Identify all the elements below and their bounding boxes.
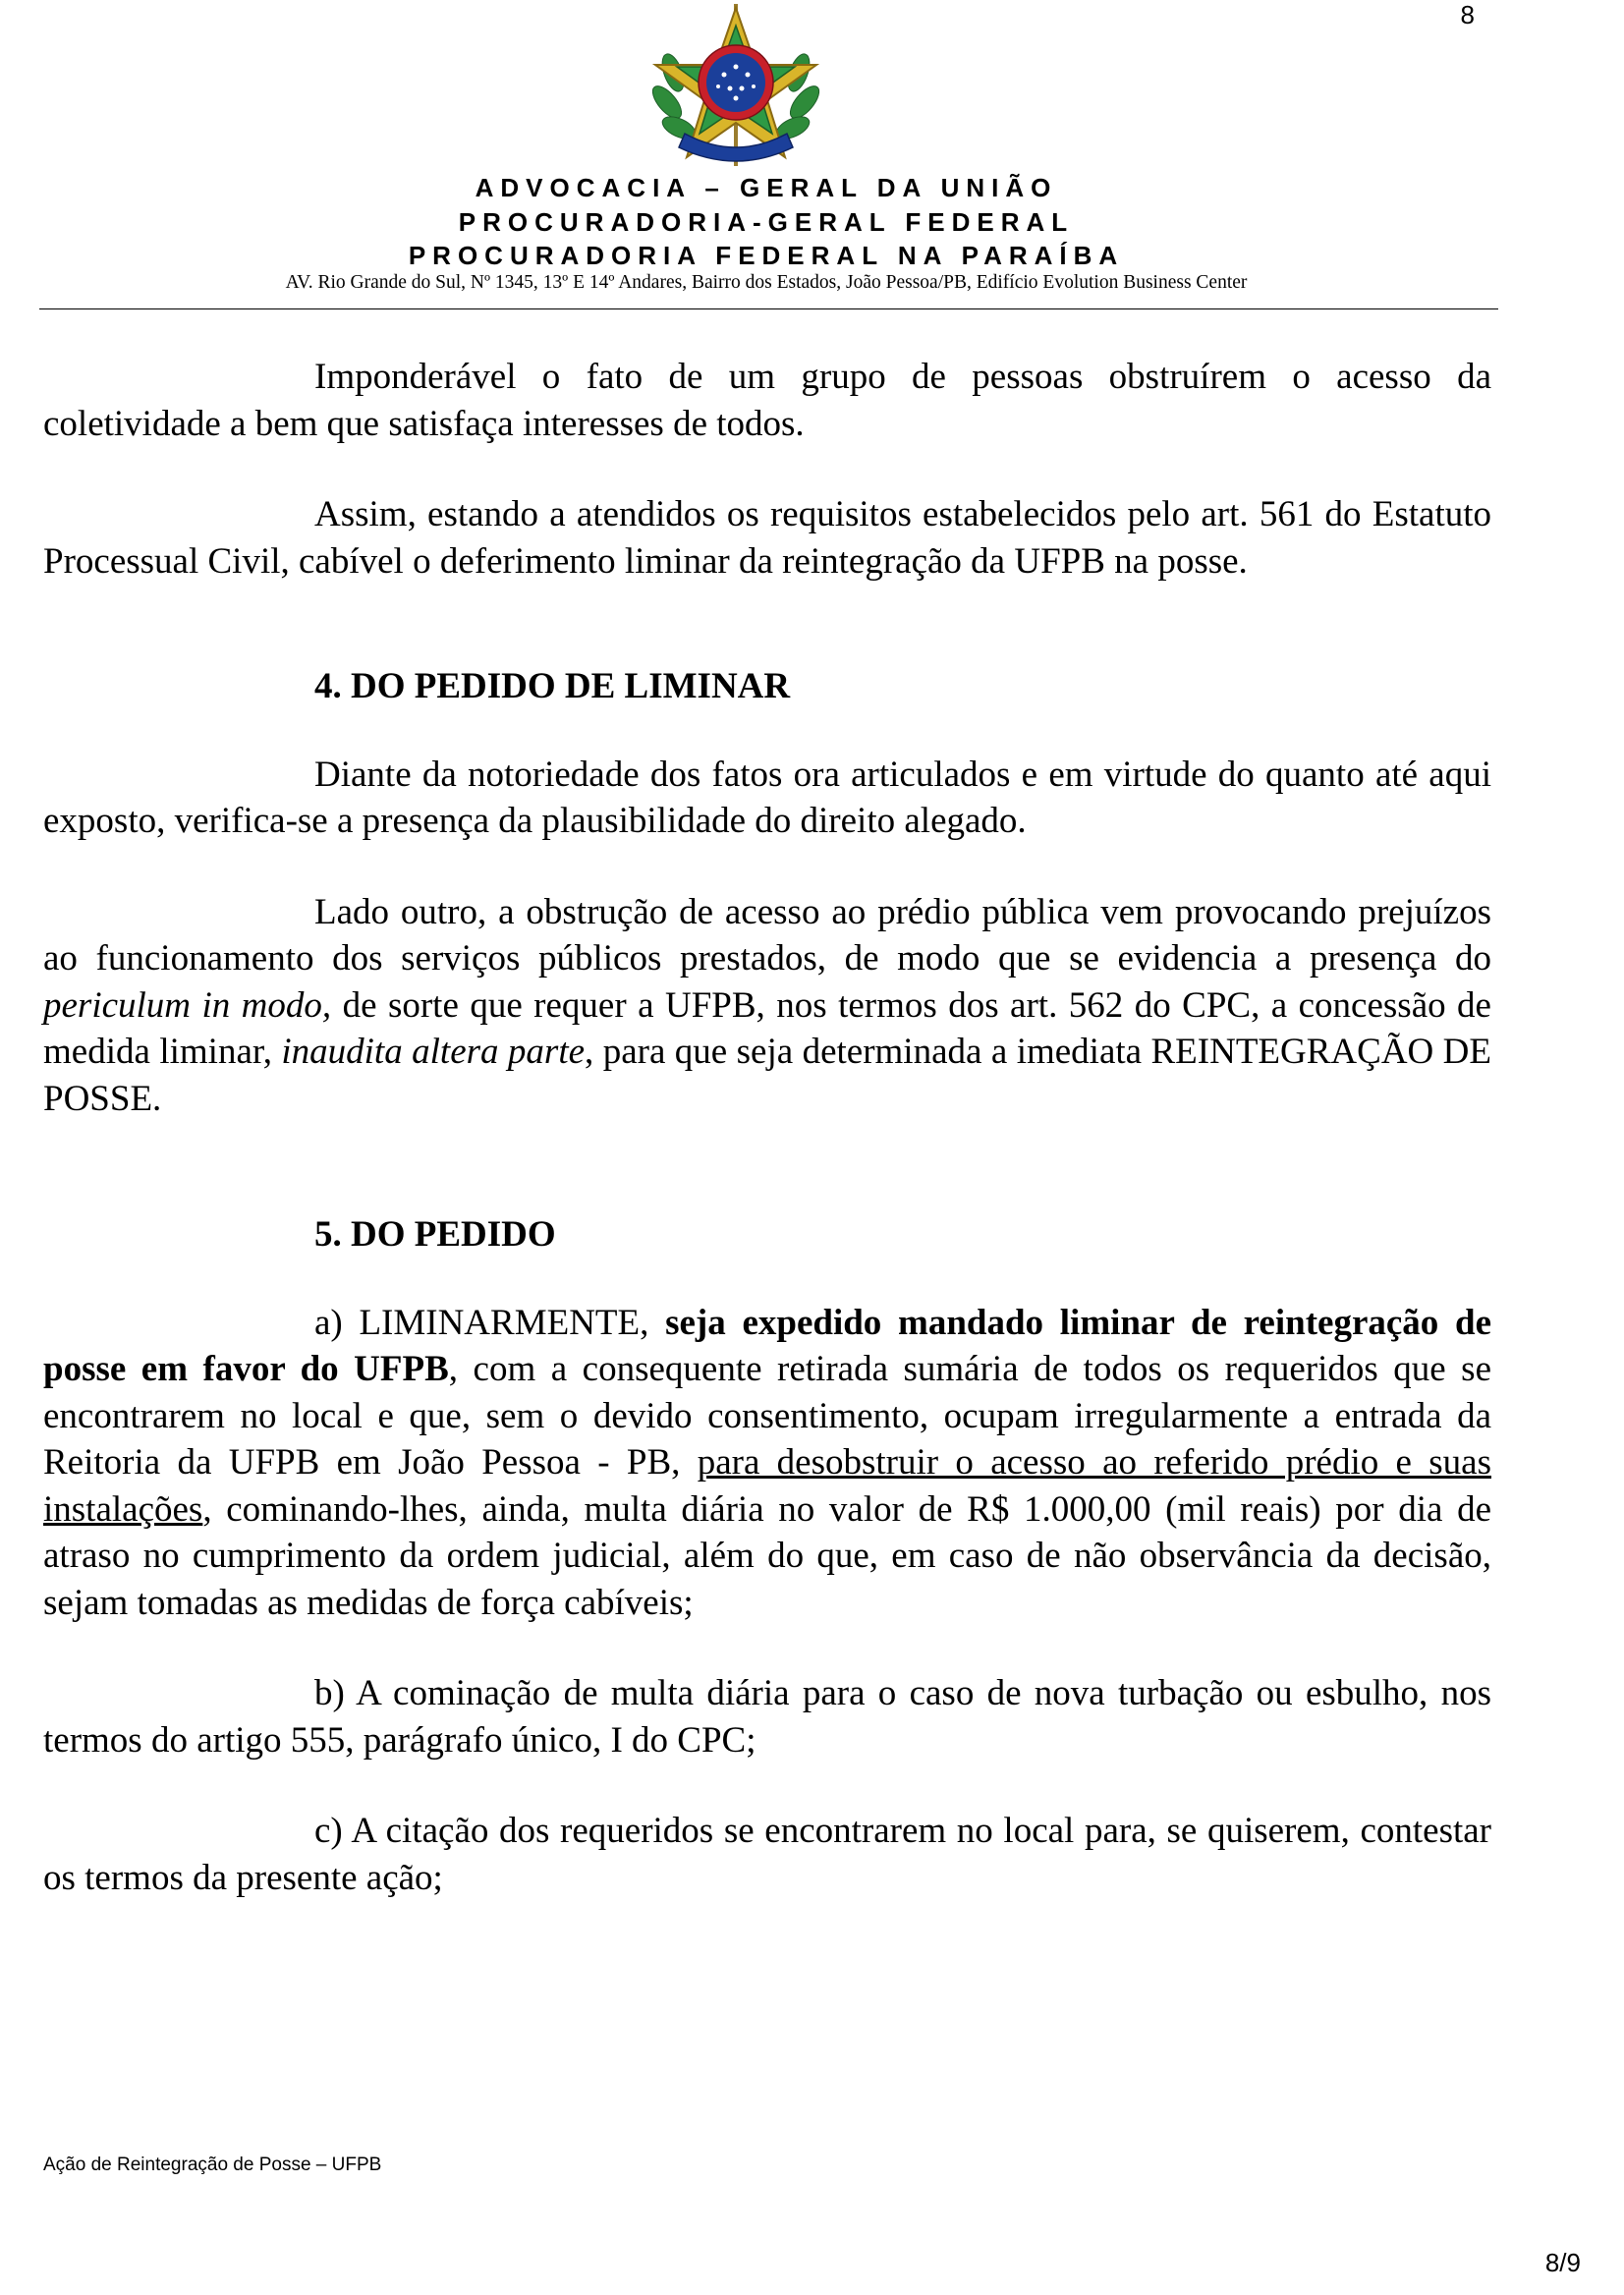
paragraph: Imponderável o fato de um grupo de pessoas obstruírem o acesso da coletividade a bem que satisfaça interesses de todos. bbox=[43, 357, 1491, 444]
underlined-run: para desobstruir o acesso ao referido prédio e suas instalações bbox=[43, 1442, 1491, 1530]
header-line-pf-paraiba: PROCURADORIA FEDERAL NA PARAÍBA bbox=[408, 241, 1125, 270]
section-heading-5: 5. DO PEDIDO bbox=[314, 1214, 556, 1255]
header-line-agu: ADVOCACIA – GERAL DA UNIÃO bbox=[475, 173, 1058, 202]
text-run: a) LIMINARMENTE, bbox=[314, 1302, 666, 1343]
paragraph: Diante da notoriedade dos fatos ora articulados e em virtude do quanto até aqui exposto, verifica-se a presença da plausibilidade do direito alegado. bbox=[43, 754, 1491, 841]
text-run: , para que seja determinada a imediata REINTEGRAÇÃO DE POSSE. bbox=[43, 1032, 1491, 1119]
text-run: Lado outro, a obstrução de acesso ao prédio pública vem provocando prejuízos ao funcionamento dos serviços públicos prestados, de modo que se evidencia a presença do bbox=[43, 891, 1491, 979]
text-run: , cominando-lhes, ainda, multa diária no valor de R$ 1.000,00 (mil reais) por dia de atraso no cumprimento da ordem judicial, além do que, em caso de não observância da decisão, sejam tomadas as medidas de força cabíveis; bbox=[43, 1488, 1491, 1623]
header-line-pgf: PROCURADORIA-GERAL FEDERAL bbox=[458, 207, 1075, 237]
paragraph-item-a bbox=[43, 1300, 1491, 1627]
bold-run: seja expedido mandado liminar de reintegração de posse em favor do UFPB bbox=[43, 1302, 1491, 1389]
brazil-coat-of-arms-icon bbox=[645, 4, 826, 169]
document-body bbox=[43, 354, 1491, 1901]
italic-run: inaudita altera parte bbox=[281, 1032, 586, 1072]
page-number-top: 8 bbox=[1460, 0, 1475, 29]
paragraph-item-c: c) A citação dos requeridos se encontrarem no local para, se quiserem, contestar os termos da presente ação; bbox=[43, 1811, 1491, 1898]
footer-note: Ação de Reintegração de Posse – UFPB bbox=[43, 2155, 382, 2175]
section-heading-4: 4. DO PEDIDO DE LIMINAR bbox=[314, 666, 791, 706]
page-number-bottom: 8/9 bbox=[1544, 2248, 1581, 2277]
paragraph bbox=[43, 889, 1491, 1123]
paragraph: Assim, estando a atendidos os requisitos estabelecidos pelo art. 561 do Estatuto Processual Civil, cabível o deferimento liminar da reintegração da UFPB na posse. bbox=[43, 494, 1491, 582]
italic-run: periculum in modo, bbox=[43, 984, 332, 1026]
text-run: de sorte que requer a UFPB, nos termos dos art. 562 do CPC, a concessão de medida liminar, bbox=[43, 984, 1491, 1072]
paragraph-item-b: b) A cominação de multa diária para o caso de nova turbação ou esbulho, nos termos do artigo 555, parágrafo único, I do CPC; bbox=[43, 1673, 1491, 1761]
header-address: AV. Rio Grande do Sul, Nº 1345, 13º E 14º Andares, Bairro dos Estados, João Pessoa/PB, Edifício Evolution Business Center bbox=[285, 272, 1248, 293]
header-divider bbox=[39, 308, 1498, 309]
text-run: , com a consequente retirada sumária de todos os requeridos que se encontrarem no local e que, sem o devido consentimento, ocupam irregularmente a entrada da Reitoria da UFPB em João Pessoa - PB, bbox=[43, 1349, 1492, 1483]
